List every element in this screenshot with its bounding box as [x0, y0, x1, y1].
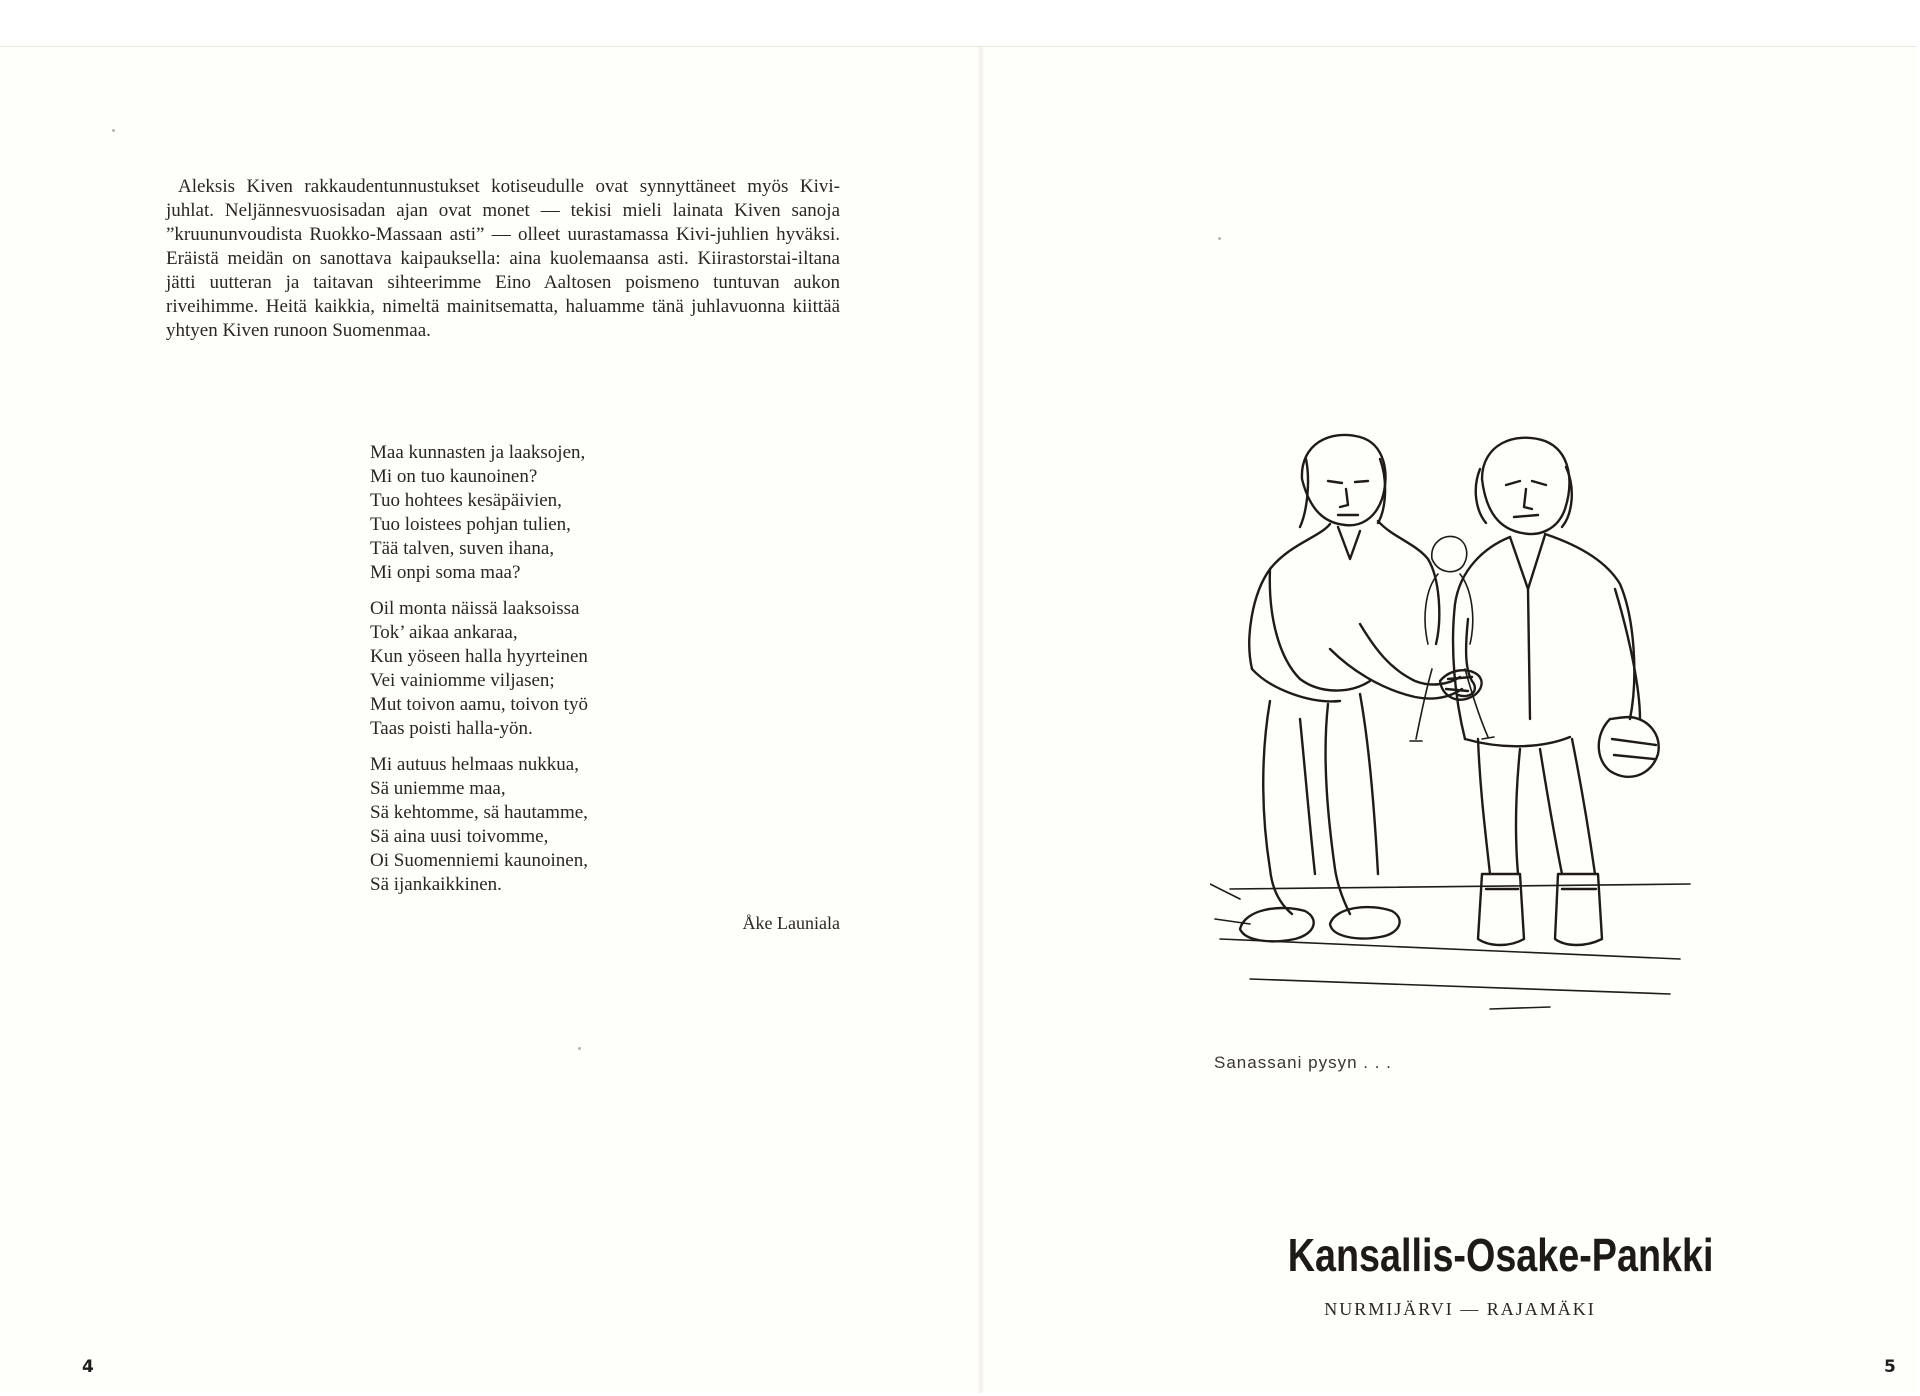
poem-line: Mi on tuo kaunoinen? [370, 466, 538, 487]
poem-stanza [370, 597, 790, 741]
poem-line: Taas poisti halla-yön. [370, 718, 533, 739]
left-man-figure [1240, 435, 1462, 941]
illustration-caption: Sanassani pysyn . . . [1214, 1053, 1392, 1072]
poem-line: Sä uniemme maa, [370, 778, 506, 799]
two-men-handshake-illustration [1210, 419, 1710, 1019]
page-number-right: 5 [1884, 1357, 1896, 1377]
poem-line: Maa kunnasten ja laaksojen, [370, 442, 586, 463]
poem-line: Sä ijankaikkinen. [370, 874, 502, 895]
poem-line: Tok’ aikaa ankaraa, [370, 622, 518, 643]
page-number-left: 4 [82, 1357, 94, 1377]
poem-line: Sä aina uusi toivomme, [370, 826, 549, 847]
poem-line: Mi onpi soma maa? [370, 562, 521, 583]
paper-sheet [0, 46, 1916, 1393]
poem-line: Mut toivon aamu, toivon työ [370, 694, 588, 715]
right-man-figure [1453, 438, 1659, 945]
poem-line: Oil monta näissä laaksoissa [370, 598, 580, 619]
bank-locations: NURMIJÄRVI — RAJAMÄKI [1324, 1299, 1596, 1319]
poem-line: Tää talven, suven ihana, [370, 538, 555, 559]
poem-line: Mi autuus helmaas nukkua, [370, 754, 579, 775]
poem-suomenmaa [370, 441, 790, 909]
bank-name: Kansallis-Osake-Pankki [1287, 1229, 1714, 1281]
poem-line: Oi Suomenniemi kaunoinen, [370, 850, 588, 871]
poem-stanza [370, 441, 790, 585]
poem-stanza [370, 753, 790, 897]
left-page [0, 47, 980, 1393]
poem-author: Åke Launiala [742, 913, 840, 933]
poem-line: Sä kehtomme, sä hautamme, [370, 802, 588, 823]
poem-line: Kun yöseen halla hyyrteinen [370, 646, 588, 667]
poem-line: Tuo loistees pohjan tulien, [370, 514, 571, 535]
intro-paragraph: Aleksis Kiven rakkaudentunnustukset kotiseudulle ovat synnyttäneet myös Kivi-juhlat. Neljännesvuosisadan ajan ovat monet — tekisi mieli lainata Kiven sanoja ”kruununvoudista Ruokko-Massaan asti” — olleet uurastamassa Kivi-juhlien hyväksi. Eräistä meidän on sanottava kaipauksella: aina kuolemaansa asti. Kiirastorstai-iltana jätti uutteran ja taitavan sihteerimme Eino Aaltosen poismeno tuntuvan aukon riveihimme. Heitä kaikkia, nimeltä mainitsematta, haluamme tänä juhlavuonna kiittää yhtyen Kiven runoon Suomenmaa. [166, 176, 840, 341]
poem-line: Vei vainiomme viljasen; [370, 670, 555, 691]
poem-line: Tuo hohtees kesäpäivien, [370, 490, 562, 511]
